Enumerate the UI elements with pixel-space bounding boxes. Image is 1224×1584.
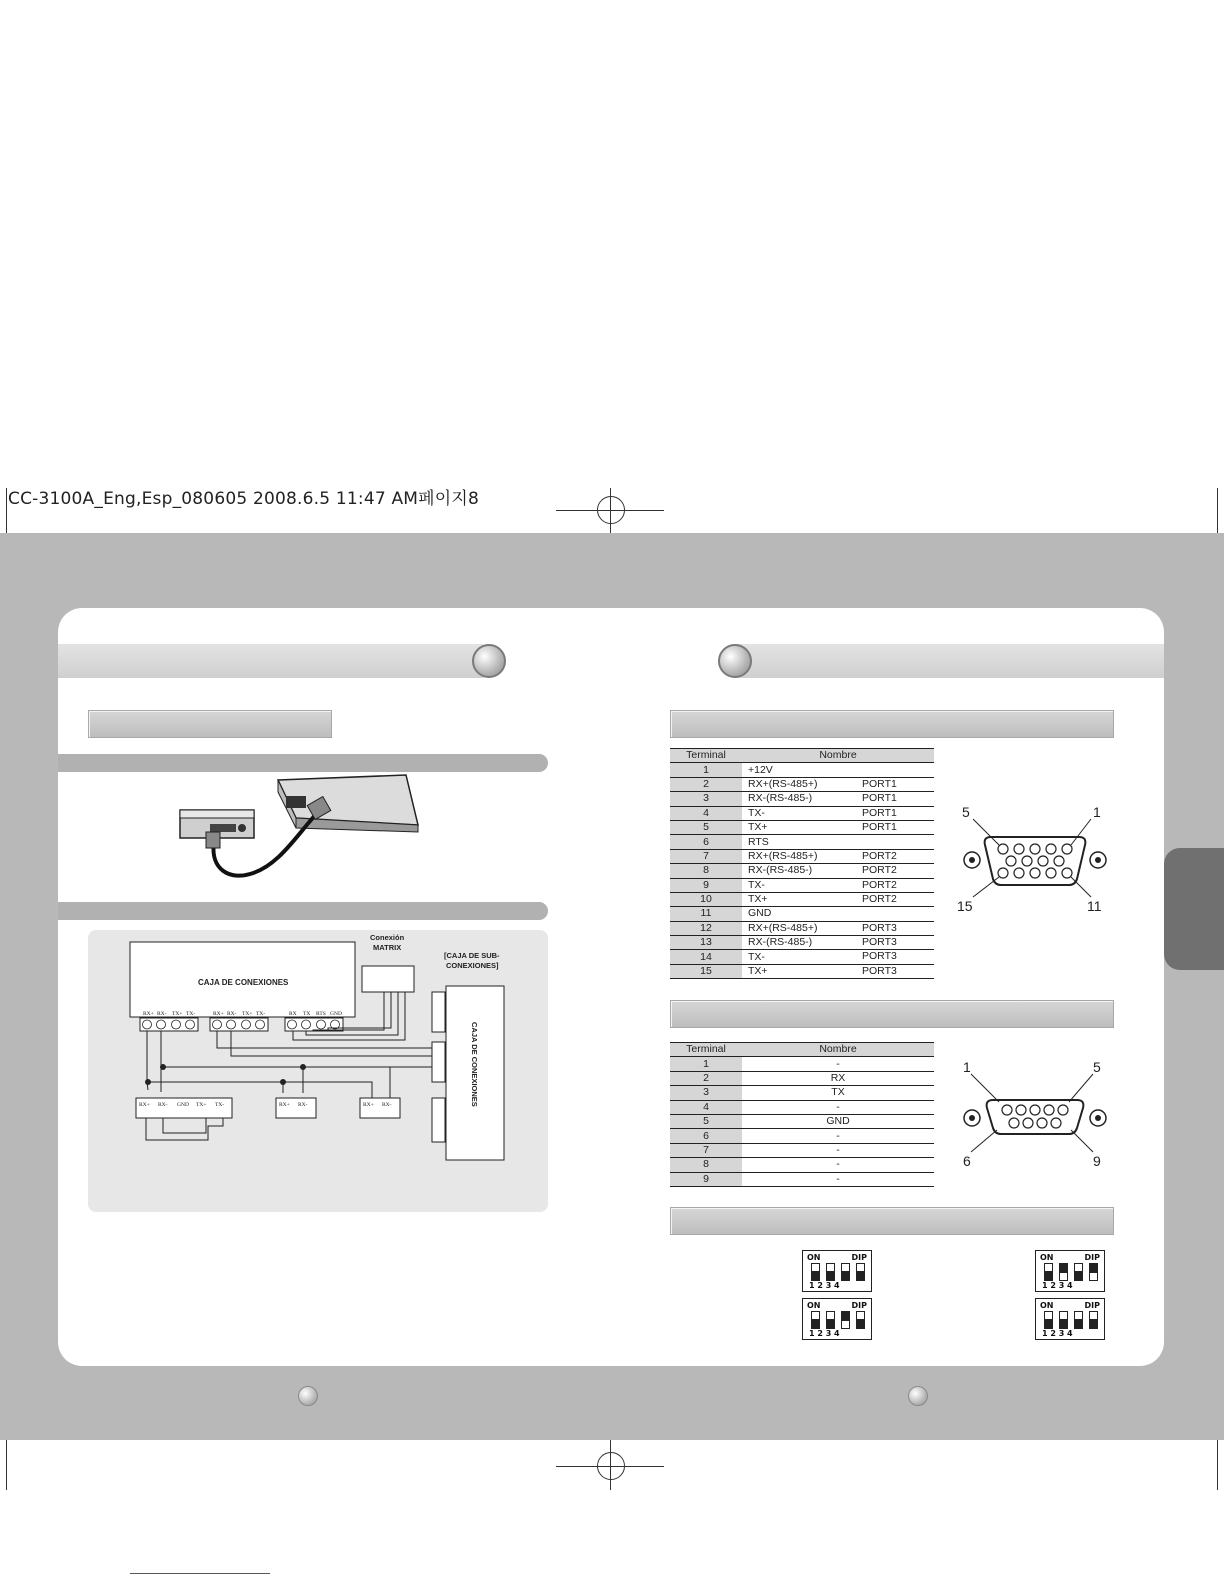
table-row: [670, 936, 934, 950]
terminal-cell: 2: [670, 1071, 742, 1085]
dip-switch-1: [802, 1250, 872, 1292]
device-connection-illustration: [170, 770, 430, 888]
top-c-label-2: TX: [303, 1011, 311, 1017]
dip-knob: [1060, 1319, 1067, 1328]
dip-knob: [827, 1319, 834, 1328]
name-cell: [742, 907, 934, 921]
name-cell: [742, 806, 934, 820]
bottom-c-label-2: RX-: [382, 1102, 392, 1108]
dip-knob: [857, 1271, 864, 1280]
name-cell: [742, 878, 934, 892]
table-row: [670, 820, 934, 834]
bottom-a-label-3: GND: [177, 1102, 189, 1108]
top-a-label-1: RX+: [143, 1011, 154, 1017]
dip-numbers: 1 2 3 4: [809, 1329, 840, 1338]
name-cell: [742, 892, 934, 906]
dip-on-label: ON: [1040, 1301, 1054, 1310]
db9-pin-6: 6: [963, 1153, 971, 1168]
table-row: [670, 1057, 934, 1071]
terminal-cell: 8: [670, 1158, 742, 1172]
table-row: [670, 777, 934, 791]
dip-switch-1-lever-2: [826, 1263, 835, 1281]
name-cell: [742, 763, 934, 777]
name-cell: TX: [742, 1086, 934, 1100]
port-label: PORT2: [862, 892, 897, 905]
top-c-label-1: RX: [289, 1011, 297, 1017]
dip-knob: [1045, 1319, 1052, 1328]
footer-underline: [130, 1573, 270, 1574]
top-b-label-2: RX-: [227, 1011, 237, 1017]
signal-name: GND: [748, 907, 772, 920]
dip-knob: [1090, 1264, 1097, 1273]
name-cell: [742, 921, 934, 935]
port-label: PORT3: [862, 936, 897, 949]
terminal-cell: 3: [670, 1086, 742, 1100]
terminal-cell: 4: [670, 1100, 742, 1114]
top-b-label-4: TX-: [256, 1011, 266, 1017]
signal-name: TX+: [748, 821, 768, 834]
table-row: [670, 835, 934, 849]
right-section-tab-1: [670, 710, 1114, 738]
top-a-label-3: TX+: [172, 1011, 183, 1017]
port-label: PORT2: [862, 849, 897, 862]
terminal-cell: 6: [670, 835, 742, 849]
dip-label: DIP: [1084, 1253, 1100, 1262]
wiring-diagram: [88, 930, 548, 1212]
name-cell: [742, 936, 934, 950]
dip-knob: [1090, 1319, 1097, 1328]
port-label: PORT2: [862, 878, 897, 891]
table-row: [670, 1100, 934, 1114]
matrix-label-1: Conexión: [370, 933, 405, 942]
dip-switch-3-lever-3: [841, 1311, 850, 1329]
crop-mark-bottom-right: [1217, 1440, 1218, 1490]
dip-switch-4: [1035, 1298, 1105, 1340]
terminal-cell: 12: [670, 921, 742, 935]
table-row: [670, 763, 934, 777]
port-label: PORT1: [862, 806, 897, 819]
name-cell: [742, 950, 934, 964]
dip-switch-4-lever-1: [1044, 1311, 1053, 1329]
table-row: [670, 849, 934, 863]
name-cell: -: [742, 1143, 934, 1157]
table-row: [670, 1071, 934, 1085]
terminal-cell: 9: [670, 878, 742, 892]
registration-mark-bottom: [597, 1452, 625, 1480]
dip-switch-2-lever-4: [1089, 1263, 1098, 1281]
name-cell: [742, 835, 934, 849]
dip-knob: [1045, 1271, 1052, 1280]
port-label: PORT1: [862, 777, 897, 790]
sub-box-label-1: [CAJA DE SUB-: [444, 951, 500, 960]
signal-name: RTS: [748, 835, 769, 848]
dip-label: DIP: [1084, 1301, 1100, 1310]
right-section-tab-3: [670, 1207, 1114, 1235]
terminal-cell: 14: [670, 950, 742, 964]
crop-mark-left: [6, 488, 7, 536]
table-row: [670, 921, 934, 935]
page-number-ball-left: [298, 1386, 318, 1406]
bottom-c-label-1: RX+: [363, 1102, 374, 1108]
table15-header-nombre: Nombre: [742, 749, 934, 763]
terminal-cell: 3: [670, 792, 742, 806]
signal-name: TX-: [748, 806, 765, 819]
terminal-cell: 9: [670, 1172, 742, 1186]
dip-numbers: 1 2 3 4: [1042, 1329, 1073, 1338]
right-header-ball: [718, 644, 752, 678]
dip-switch-2-lever-2: [1059, 1263, 1068, 1281]
bottom-a-label-2: RX-: [158, 1102, 168, 1108]
port-label: PORT3: [862, 950, 897, 963]
dip-switch-3-lever-2: [826, 1311, 835, 1329]
name-cell: -: [742, 1158, 934, 1172]
signal-name: TX-: [748, 878, 765, 891]
subsection-bar-2: [58, 902, 548, 920]
terminal-cell: 8: [670, 864, 742, 878]
terminal-cell: 1: [670, 1057, 742, 1071]
dip-label: DIP: [851, 1301, 867, 1310]
table-row: [670, 950, 934, 964]
db15-pin-5: 5: [962, 805, 970, 820]
table-row: [670, 1158, 934, 1172]
name-cell: -: [742, 1100, 934, 1114]
name-cell: [742, 964, 934, 978]
dip-knob: [842, 1271, 849, 1280]
bottom-a-label-1: RX+: [139, 1102, 150, 1108]
terminal-cell: 7: [670, 849, 742, 863]
signal-name: RX+(RS-485+): [748, 849, 818, 862]
top-b-label-1: RX+: [213, 1011, 224, 1017]
dip-numbers: 1 2 3 4: [809, 1281, 840, 1290]
bottom-a-label-5: TX-: [215, 1102, 225, 1108]
signal-name: RX-(RS-485-): [748, 864, 813, 877]
bottom-b-label-2: RX-: [298, 1102, 308, 1108]
dip-knob: [812, 1319, 819, 1328]
name-cell: [742, 849, 934, 863]
table-row: [670, 1172, 934, 1186]
signal-name: RX+(RS-485+): [748, 921, 818, 934]
port-label: PORT1: [862, 792, 897, 805]
name-cell: [742, 864, 934, 878]
dip-switch-3: [802, 1298, 872, 1340]
dip-on-label: ON: [807, 1253, 821, 1262]
terminal-cell: 2: [670, 777, 742, 791]
table9-header-nombre: Nombre: [742, 1043, 934, 1057]
db15-pin-15: 15: [957, 898, 973, 914]
dip-switch-2: [1035, 1250, 1105, 1292]
top-c-label-4: GND: [330, 1011, 342, 1017]
terminal-cell: 1: [670, 763, 742, 777]
table-row: [670, 864, 934, 878]
dip-knob: [812, 1271, 819, 1280]
signal-name: TX+: [748, 965, 768, 978]
dip-switch-2-lever-3: [1074, 1263, 1083, 1281]
table-row: [670, 964, 934, 978]
signal-name: RX-(RS-485-): [748, 936, 813, 949]
terminal-cell: 13: [670, 936, 742, 950]
name-cell: [742, 792, 934, 806]
page-number-ball-right: [908, 1386, 928, 1406]
db15-pin-11: 11: [1087, 898, 1102, 914]
left-section-tab: [88, 710, 332, 738]
db15-connector: [955, 805, 1115, 915]
terminal-cell: 10: [670, 892, 742, 906]
dip-switch-3-lever-4: [856, 1311, 865, 1329]
main-box-label: CAJA DE CONEXIONES: [198, 978, 289, 987]
terminal-cell: 5: [670, 1114, 742, 1128]
db9-pin-5: 5: [1093, 1059, 1101, 1075]
signal-name: RX+(RS-485+): [748, 777, 818, 790]
terminal-cell: 6: [670, 1129, 742, 1143]
top-c-label-3: RTS: [316, 1011, 326, 1017]
name-cell: GND: [742, 1114, 934, 1128]
dip-switch-3-lever-1: [811, 1311, 820, 1329]
table-row: [670, 1114, 934, 1128]
dip-knob: [842, 1312, 849, 1321]
file-slug: CC-3100A_Eng,Esp_080605 2008.6.5 11:47 AM페이지8: [8, 489, 480, 509]
signal-name: RX-(RS-485-): [748, 792, 813, 805]
db9-connector: [955, 1058, 1115, 1168]
table-row: [670, 1143, 934, 1157]
name-cell: -: [742, 1129, 934, 1143]
name-cell: [742, 777, 934, 791]
signal-name: +12V: [748, 763, 773, 776]
dip-switch-4-lever-4: [1089, 1311, 1098, 1329]
name-cell: -: [742, 1057, 934, 1071]
port-label: PORT1: [862, 820, 897, 833]
chapter-side-tab: [1164, 848, 1224, 970]
name-cell: -: [742, 1172, 934, 1186]
top-a-label-2: RX-: [157, 1011, 167, 1017]
bottom-b-label-1: RX+: [279, 1102, 290, 1108]
crop-mark-right: [1217, 488, 1218, 536]
left-header-bar: [58, 644, 498, 678]
left-header-ball: [472, 644, 506, 678]
signal-name: TX-: [748, 950, 765, 963]
table15-header-terminal: Terminal: [670, 749, 742, 763]
dip-knob: [1075, 1319, 1082, 1328]
table-row: [670, 792, 934, 806]
dip-on-label: ON: [807, 1301, 821, 1310]
dip-label: DIP: [851, 1253, 867, 1262]
dip-switch-2-lever-1: [1044, 1263, 1053, 1281]
dip-knob: [1060, 1264, 1067, 1273]
port-label: PORT3: [862, 921, 897, 934]
crop-mark-bottom-left: [6, 1440, 7, 1490]
name-cell: RX: [742, 1071, 934, 1085]
terminal-cell: 7: [670, 1143, 742, 1157]
dip-switch-4-lever-3: [1074, 1311, 1083, 1329]
right-section-tab-2: [670, 1000, 1114, 1028]
signal-name: TX+: [748, 893, 768, 906]
table-row: [670, 1086, 934, 1100]
sub-box-inner-label: CAJA DE CONEXIONES: [470, 1022, 479, 1107]
terminal-cell: 11: [670, 907, 742, 921]
terminal-cell: 15: [670, 964, 742, 978]
dip-on-label: ON: [1040, 1253, 1054, 1262]
db9-pin-9: 9: [1093, 1153, 1101, 1168]
pin-table-15: [670, 748, 934, 979]
terminal-cell: 5: [670, 820, 742, 834]
table-row: [670, 878, 934, 892]
db9-pin-1: 1: [963, 1059, 971, 1075]
db15-pin-1: 1: [1093, 805, 1101, 820]
dip-switch-1-lever-3: [841, 1263, 850, 1281]
table-row: [670, 907, 934, 921]
top-b-label-3: TX+: [242, 1011, 253, 1017]
port-label: PORT3: [862, 964, 897, 977]
dip-knob: [857, 1319, 864, 1328]
table-row: [670, 806, 934, 820]
terminal-cell: 4: [670, 806, 742, 820]
dip-switch-1-lever-4: [856, 1263, 865, 1281]
dip-knob: [827, 1271, 834, 1280]
table-row: [670, 1129, 934, 1143]
name-cell: [742, 820, 934, 834]
dip-numbers: 1 2 3 4: [1042, 1281, 1073, 1290]
port-label: PORT2: [862, 864, 897, 877]
dip-switch-4-lever-2: [1059, 1311, 1068, 1329]
table-row: [670, 892, 934, 906]
dip-switch-1-lever-1: [811, 1263, 820, 1281]
pin-table-9: [670, 1042, 934, 1187]
top-a-label-4: TX-: [186, 1011, 196, 1017]
matrix-label-2: MATRIX: [373, 943, 402, 952]
bottom-a-label-4: TX+: [196, 1102, 207, 1108]
table9-header-terminal: Terminal: [670, 1043, 742, 1057]
registration-mark-top: [597, 496, 625, 524]
right-header-bar: [720, 644, 1164, 678]
sub-box-label-2: CONEXIONES]: [446, 961, 499, 970]
dip-knob: [1075, 1271, 1082, 1280]
